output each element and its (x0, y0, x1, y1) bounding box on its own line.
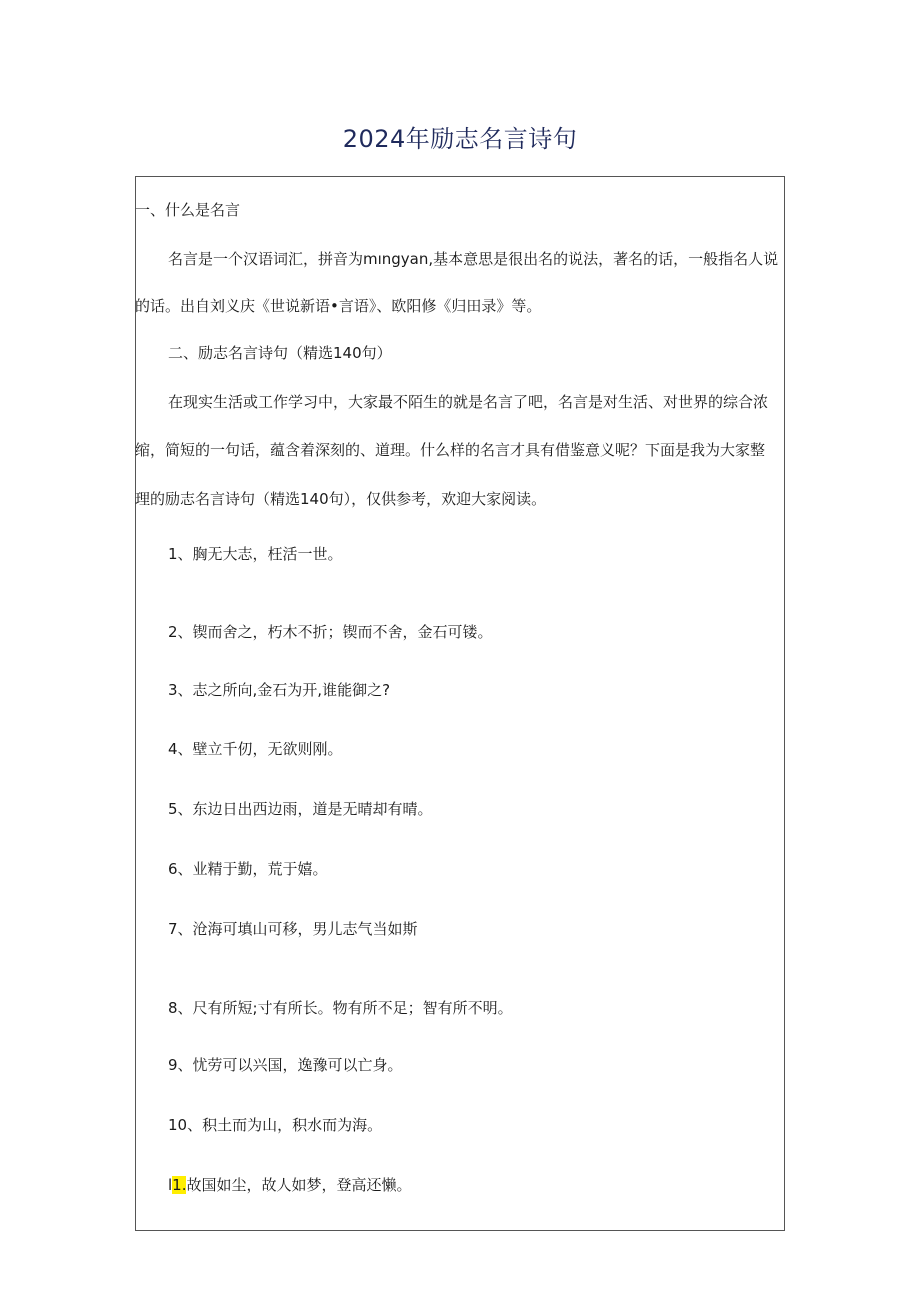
quote-item: 8、尺有所短;寸有所长。物有所不足；智有所不明。 (168, 999, 513, 1017)
quote-item: 5、东边日出西边雨，道是无晴却有晴。 (168, 800, 433, 818)
quote-item: 2、锲而舍之，朽木不折；锲而不舍，金石可镂。 (168, 623, 493, 641)
quote-item: 7、沧海可填山可移，男儿志气当如斯 (168, 920, 418, 938)
quote-item: 3、志之所向,金石为开,谁能御之? (168, 681, 391, 699)
quote-item: 10、积土而为山，积水而为海。 (168, 1116, 383, 1134)
intro-line-2: 的话。出自刘义庆《世说新语•言语》、欧阳修《归田录》等。 (135, 297, 542, 315)
quote-item: 9、忧劳可以兴国，逸豫可以亡身。 (168, 1056, 403, 1074)
quote-item: 1、胸无大志，枉活一世。 (168, 545, 343, 563)
paragraph-line-1: 在现实生活或工作学习中，大家最不陌生的就是名言了吧，名言是对生活、对世界的综合浓 (168, 393, 769, 411)
quote11-prefix: l (168, 1176, 173, 1194)
quote-item: 4、壁立千仞，无欲则刚。 (168, 740, 343, 758)
quote11-text: 故国如尘，故人如梦，登高还懒。 (186, 1176, 412, 1194)
document-title: 2024年励志名言诗句 (342, 125, 578, 153)
section1-heading: 一、什么是名言 (135, 201, 241, 219)
quote-item: 6、业精于勤，荒于嬉。 (168, 860, 328, 878)
highlighted-number: 1. (172, 1176, 187, 1194)
quote-item-11 (168, 1175, 412, 1195)
paragraph-line-2: 缩，简短的一句话，蕴含着深刻的、道理。什么样的名言才具有借鉴意义呢？下面是我为大家整 (135, 441, 766, 459)
paragraph-line-3: 理的励志名言诗句（精选140句），仅供参考，欢迎大家阅读。 (135, 490, 547, 508)
intro-line-1: 名言是一个汉语词汇，拼音为mıngyan,基本意思是很出名的说法，著名的话，一般指名人说 (168, 250, 779, 268)
section2-heading: 二、励志名言诗句（精选140句） (168, 344, 392, 362)
